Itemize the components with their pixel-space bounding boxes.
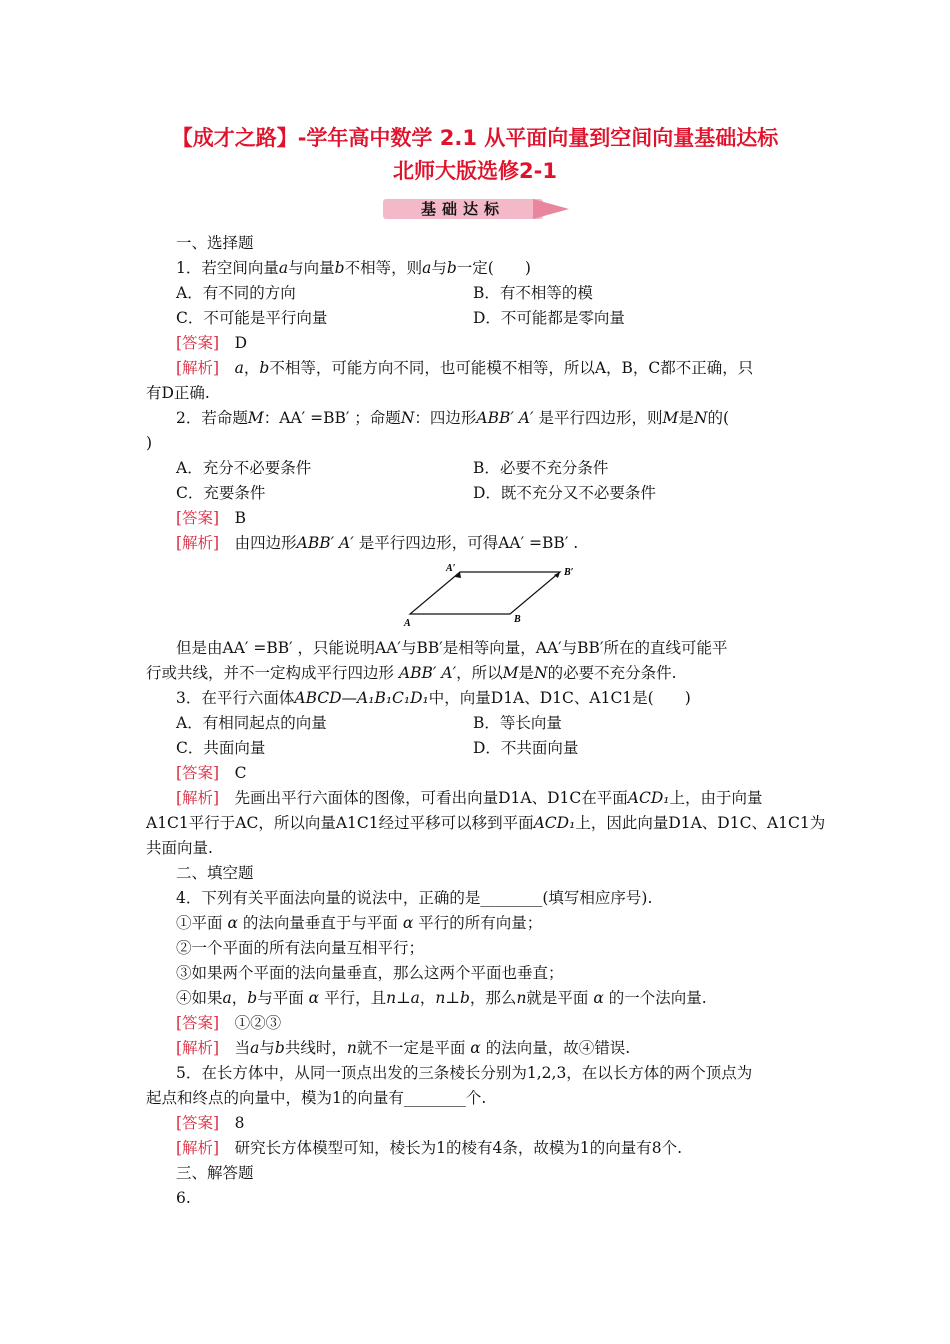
var: a xyxy=(410,989,420,1007)
q3-analysis-line2 xyxy=(146,812,825,834)
text: 是 xyxy=(518,664,534,682)
text: 中，向量D1A、D1C、A1C1是( ) xyxy=(428,689,691,707)
q3-answer xyxy=(176,762,247,784)
q4-option-1 xyxy=(176,912,542,934)
var: M xyxy=(662,409,679,427)
section-banner xyxy=(383,197,569,221)
text: 与向量 xyxy=(288,259,335,277)
q3-option-b: B．等长向量 xyxy=(473,714,562,732)
text: 一定( ) xyxy=(456,259,531,277)
q2-option-a: A．充分不必要条件 xyxy=(176,459,312,477)
q5-analysis xyxy=(176,1137,682,1159)
var: b xyxy=(259,359,270,377)
q3-option-c: C．共面向量 xyxy=(176,739,266,757)
text: 与平面 xyxy=(257,989,304,1007)
text: 是平行四边形，则 xyxy=(538,409,663,427)
q4-answer xyxy=(176,1012,281,1034)
text: A1C1平行于AC，所以向量A1C1经过平移可以移到平面 xyxy=(146,814,534,832)
q1-stem xyxy=(176,257,531,279)
answer-tag: [答案] xyxy=(176,509,220,527)
analysis-tag: [解析] xyxy=(176,789,220,807)
text: ， xyxy=(243,359,260,377)
q5-answer xyxy=(176,1112,245,1134)
text: ，那么 xyxy=(469,989,517,1007)
text: ， xyxy=(231,989,248,1007)
q3-option-d: D．不共面向量 xyxy=(473,739,579,757)
section-heading-fill: 二、填空题 xyxy=(176,864,254,882)
q4-analysis xyxy=(176,1037,630,1059)
text: 上，由于向量 xyxy=(669,789,763,807)
q2-stem-line2: ) xyxy=(146,434,153,452)
var: b xyxy=(334,259,345,277)
text: ：AA′ =BB′ ；命题 xyxy=(263,409,401,427)
text: 上，因此向量D1A、D1C、A1C1为 xyxy=(575,814,826,832)
q2-more-line1: 但是由AA′ =BB′ ，只能说明AA′与BB′是相等向量，AA′与BB′所在的直线可能平 xyxy=(176,639,728,657)
text: 1．若空间向量 xyxy=(176,259,279,277)
answer-value: B xyxy=(234,509,247,527)
text: 2．若命题 xyxy=(176,409,248,427)
analysis-tag: [解析] xyxy=(176,1139,220,1157)
q5-stem-line2: 起点和终点的向量中，模为1的向量有________个. xyxy=(146,1089,487,1107)
section-heading-choice: 一、选择题 xyxy=(176,234,254,252)
text: 是 xyxy=(678,409,694,427)
text: 的一个法向量. xyxy=(608,989,707,1007)
text: 研究长方体模型可知，棱长为1的棱有4条，故模为1的向量有8个. xyxy=(234,1139,683,1157)
var: a xyxy=(422,259,432,277)
text: 不相等，可能方向不同，也可能模不相等，所以A，B，C都不正确，只 xyxy=(269,359,754,377)
text: 共线时， xyxy=(284,1039,347,1057)
var: α xyxy=(227,914,238,932)
q1-option-d: D．不可能都是零向量 xyxy=(473,309,625,327)
q2-option-c: C．充要条件 xyxy=(176,484,266,502)
text: 行或共线，并不一定构成平行四边形 xyxy=(146,664,395,682)
q2-stem xyxy=(176,407,729,429)
q6-number: 6. xyxy=(176,1189,191,1207)
text: 的( xyxy=(707,409,729,427)
var: N xyxy=(534,664,548,682)
text: ⊥ xyxy=(396,989,411,1007)
var: n xyxy=(346,1039,357,1057)
q4-option-3: ③如果两个平面的法向量垂直，那么这两个平面也垂直； xyxy=(176,964,564,982)
text: 的必要不充分条件. xyxy=(547,664,677,682)
answer-value: 8 xyxy=(234,1114,245,1132)
text: ①平面 xyxy=(176,914,223,932)
text: 就不一定是平面 xyxy=(356,1039,466,1057)
var: a xyxy=(234,359,244,377)
var: ABB′ A′ xyxy=(398,664,457,682)
document-title-line1: 【成才之路】-学年高中数学 2.1 从平面向量到空间向量基础达标 xyxy=(171,126,779,150)
q2-analysis xyxy=(176,532,578,554)
label-b-prime: B′ xyxy=(564,567,574,578)
var: α xyxy=(593,989,604,1007)
text: 平行的所有向量； xyxy=(418,914,543,932)
var: b xyxy=(274,1039,285,1057)
text: ：四边形 xyxy=(414,409,477,427)
var: b xyxy=(446,259,457,277)
var: ABB′ A′ xyxy=(476,409,534,427)
text: 的法向量垂直于与平面 xyxy=(242,914,398,932)
var: α xyxy=(402,914,414,932)
var: ACD₁ xyxy=(533,814,576,832)
text: 不相等，则 xyxy=(344,259,423,277)
text: ④如果 xyxy=(176,989,223,1007)
text: 与 xyxy=(259,1039,275,1057)
var: n xyxy=(435,989,446,1007)
answer-value: D xyxy=(234,334,248,352)
q1-option-b: B．有不相等的模 xyxy=(473,284,593,302)
q1-analysis-line2: 有D正确. xyxy=(146,384,210,402)
q2-answer xyxy=(176,507,246,529)
var: α xyxy=(470,1039,481,1057)
answer-value: C xyxy=(234,764,247,782)
var: ABB′ A′ xyxy=(296,534,354,552)
var: M xyxy=(502,664,519,682)
q3-stem xyxy=(176,687,691,709)
q4-option-2: ②一个平面的所有法向量互相平行； xyxy=(176,939,425,957)
var: a xyxy=(278,259,289,277)
text: 3．在平行六面体 xyxy=(176,689,295,707)
q4-stem: 4．下列有关平面法向量的说法中，正确的是________(填写相应序号). xyxy=(176,889,653,907)
q3-analysis-line3: 共面向量. xyxy=(146,839,213,857)
banner-label: 基础达标 xyxy=(420,200,505,218)
document-title-line2: 北师大版选修2-1 xyxy=(393,159,557,183)
q1-answer xyxy=(176,332,247,354)
section-heading-solve: 三、解答题 xyxy=(176,1164,254,1182)
q5-stem: 5．在长方体中，从同一顶点出发的三条棱长分别为1,2,3，在以长方体的两个顶点为 xyxy=(176,1064,753,1082)
var: a xyxy=(250,1039,260,1057)
var: α xyxy=(308,989,320,1007)
text: 由四边形 xyxy=(234,534,297,552)
q3-option-a: A．有相同起点的向量 xyxy=(176,714,327,732)
var: n xyxy=(386,989,397,1007)
analysis-tag: [解析] xyxy=(176,1039,220,1057)
q2-option-d: D．既不充分又不必要条件 xyxy=(473,484,656,502)
var: a xyxy=(222,989,232,1007)
text: 与 xyxy=(431,259,447,277)
text: 是平行四边形，可得AA′ =BB′ . xyxy=(358,534,579,552)
q2-more-line2 xyxy=(146,662,677,684)
answer-value: ①②③ xyxy=(234,1014,282,1032)
var: b xyxy=(247,989,258,1007)
var: ABCD—A₁B₁C₁D₁ xyxy=(294,689,429,707)
label-a-prime: A′ xyxy=(446,563,456,574)
text: 就是平面 xyxy=(526,989,589,1007)
text: ，所以 xyxy=(456,664,503,682)
label-b: B xyxy=(514,614,521,625)
q2-option-b: B．必要不充分条件 xyxy=(473,459,609,477)
var: ACD₁ xyxy=(627,789,670,807)
var: M xyxy=(247,409,264,427)
text: ， xyxy=(419,989,436,1007)
text: ⊥ xyxy=(445,989,460,1007)
text: 先画出平行六面体的图像，可看出向量D1A、D1C在平面 xyxy=(234,789,628,807)
parallelogram-figure xyxy=(400,560,600,630)
analysis-tag: [解析] xyxy=(176,534,220,552)
var: b xyxy=(459,989,470,1007)
var: n xyxy=(516,989,527,1007)
q1-option-a: A．有不同的方向 xyxy=(176,284,296,302)
var: N xyxy=(693,409,708,427)
var: N xyxy=(400,409,415,427)
label-a: A xyxy=(404,618,411,629)
q3-analysis xyxy=(176,787,762,809)
text: 平行，且 xyxy=(324,989,387,1007)
answer-tag: [答案] xyxy=(176,334,220,352)
text: 的法向量，故④错误. xyxy=(485,1039,631,1057)
q4-option-4 xyxy=(176,987,707,1009)
analysis-tag: [解析] xyxy=(176,359,220,377)
q1-analysis xyxy=(176,357,753,379)
parallelogram-shape xyxy=(410,572,560,614)
text: 当 xyxy=(234,1039,251,1057)
answer-tag: [答案] xyxy=(176,1014,220,1032)
q1-option-c: C．不可能是平行向量 xyxy=(176,309,328,327)
arrowhead-b-prime xyxy=(554,572,560,578)
answer-tag: [答案] xyxy=(176,764,220,782)
answer-tag: [答案] xyxy=(176,1114,220,1132)
